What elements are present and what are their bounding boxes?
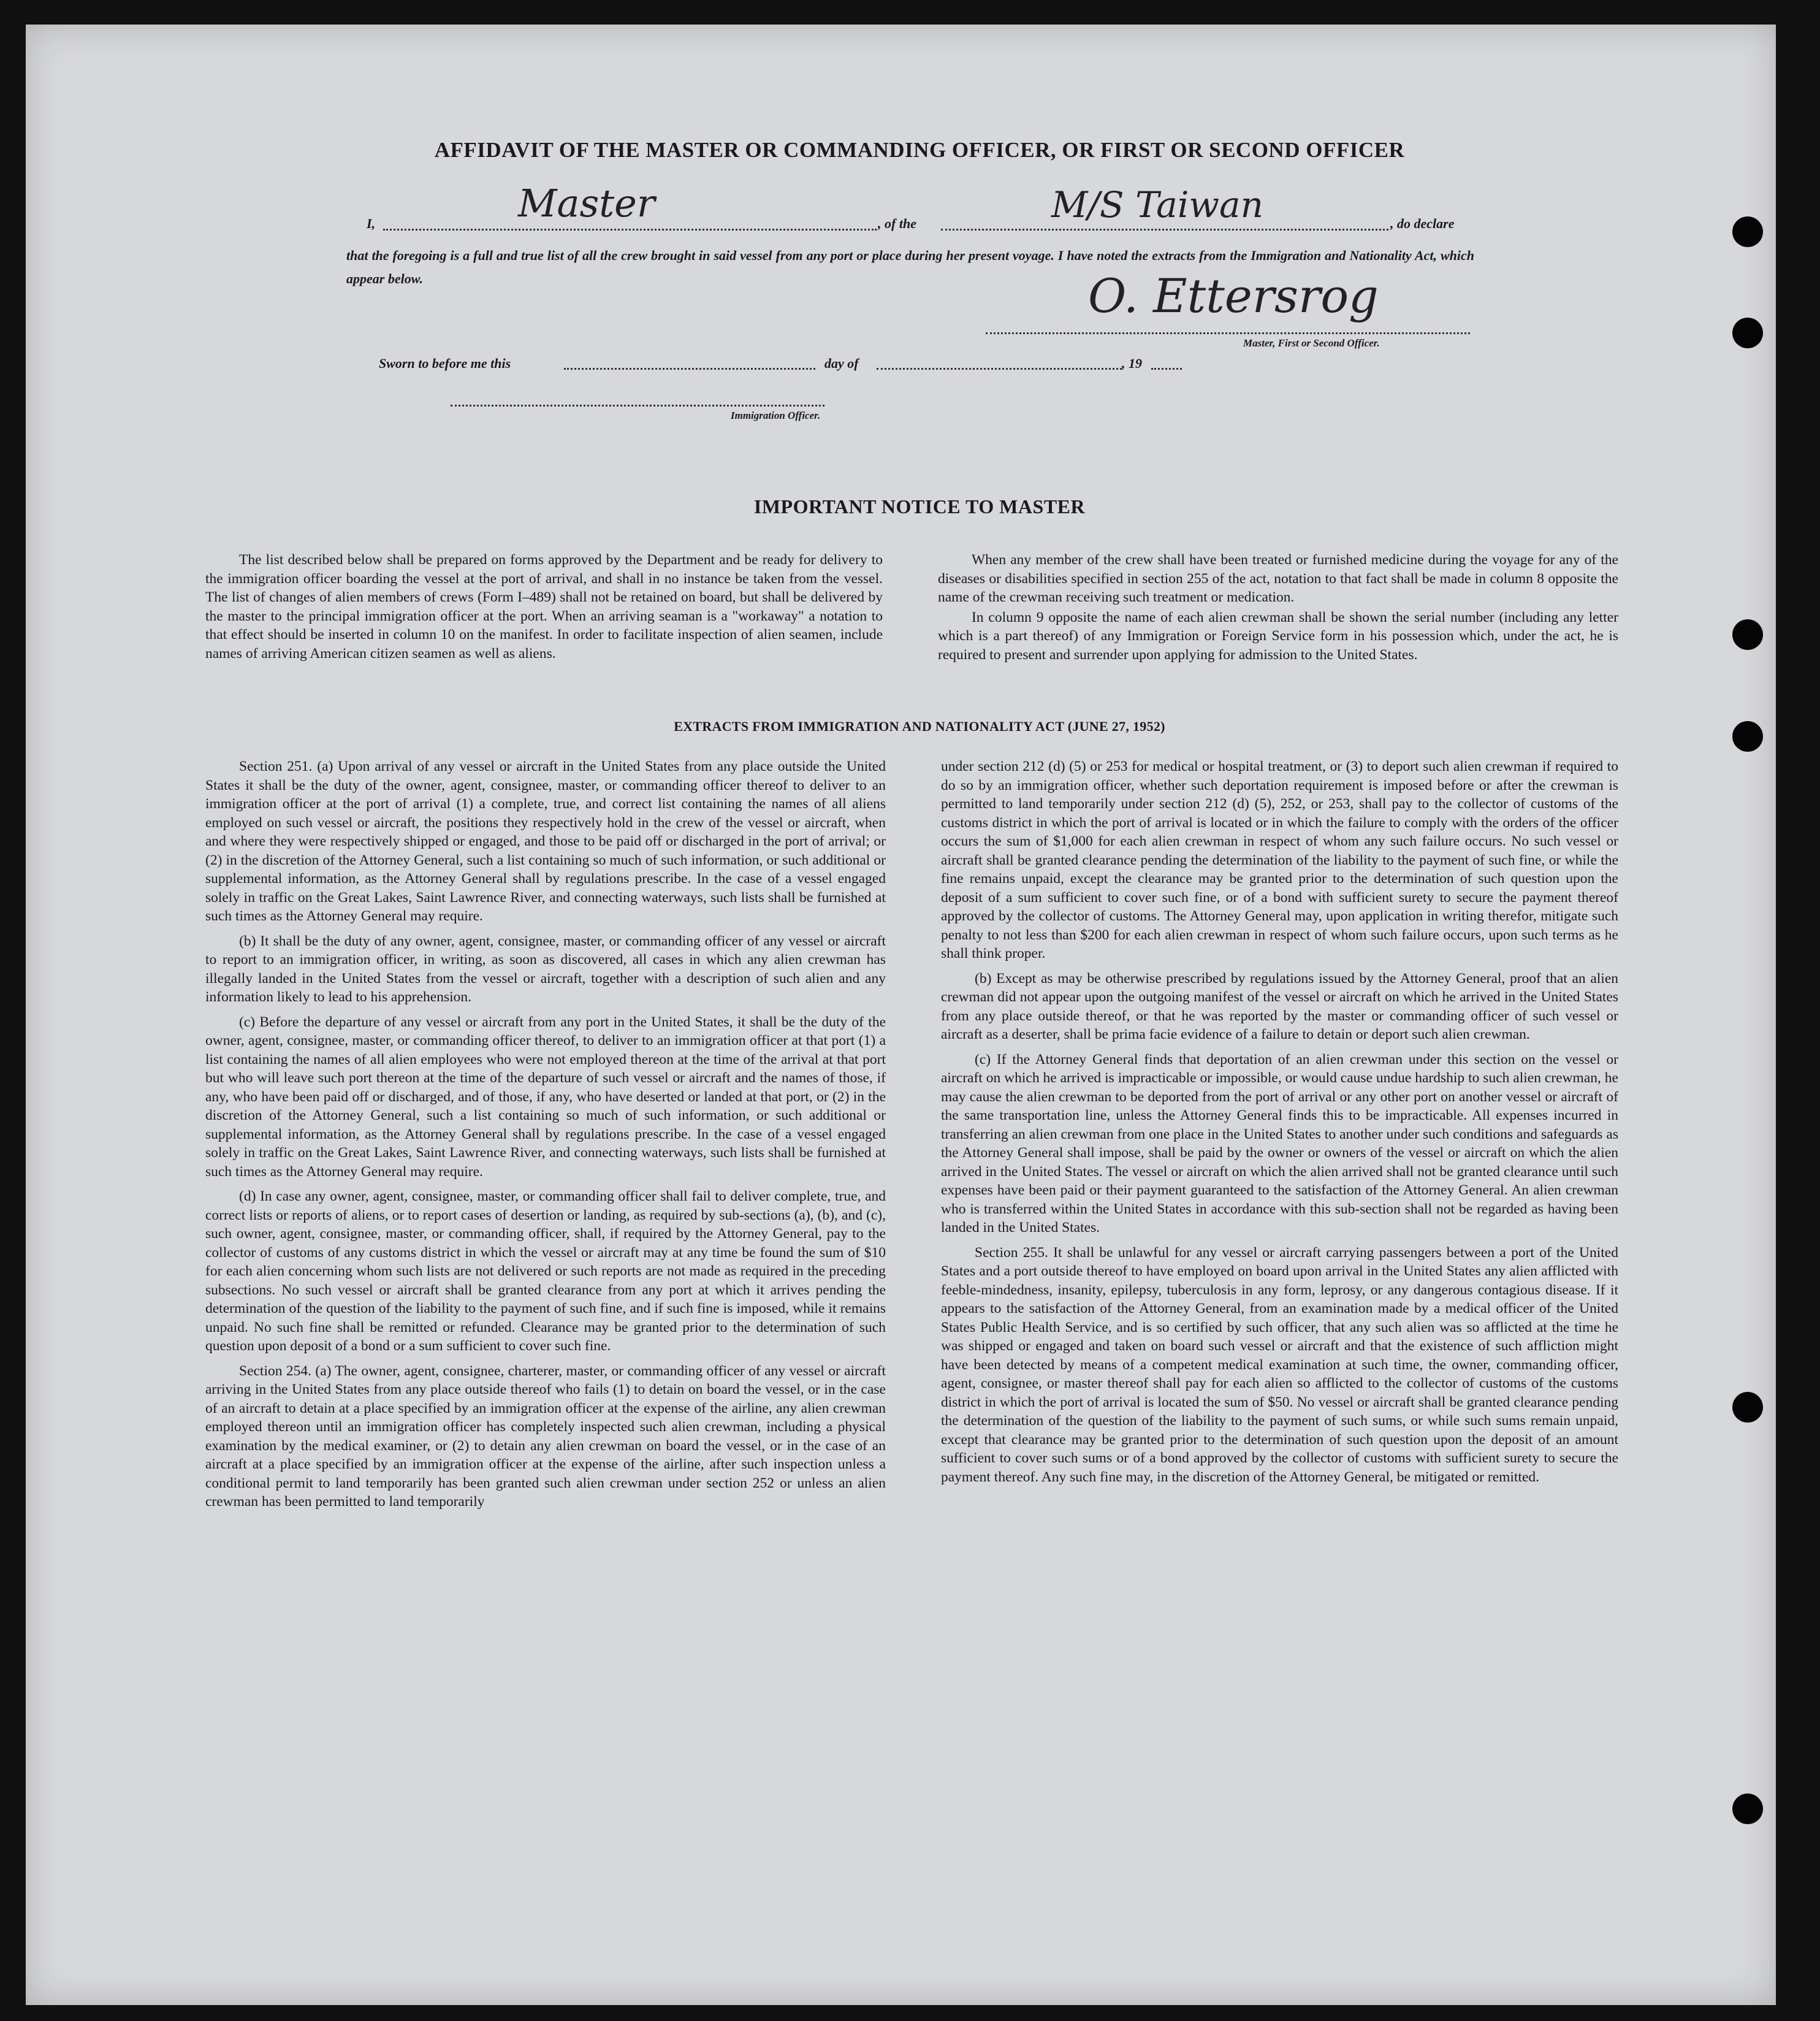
i-label: I, <box>367 216 376 231</box>
section-251b-paragraph: (b) It shall be the duty of any owner, agent, consignee, master, or commanding officer of any vessel or aircraft to report to an immigration officer, in writing, as soon as discovered, all cases in which any alien crewman has illegally landed in the United States from the vessel or aircraft, together with a description of such alien and any information likely to lead to his apprehension. <box>205 933 886 1005</box>
vessel-line <box>941 229 1388 231</box>
extracts-title: EXTRACTS FROM IMMIGRATION AND NATIONALITY ACT (JUNE 27, 1952) <box>674 719 1165 734</box>
master-handwritten: Master <box>518 181 655 226</box>
sworn-label: Sworn to before me this <box>379 356 511 371</box>
punch-hole <box>1732 216 1763 247</box>
declaration-text: that the foregoing is a full and true list of all the crew brought in said vessel from any port or place during her present voyage. I have noted the extracts from the Immigration and Nationality Act, which appear below. <box>346 248 1474 286</box>
extracts-left-column <box>205 757 886 1518</box>
section-255-paragraph: Section 255. It shall be unlawful for any vessel or aircraft carrying passengers between a port of the United States and a port outside thereof to have employed on board upon arrival in the United States any alien afflicted with feeble-mindedness, insanity, epilepsy, tuberculosis in any form, leprosy, or any dangerous contagious disease. If it appears to the satisfaction of the Attorney General, from an examination made by a medical officer of the United States Public Health Service, and is so certified by such officer, that any such alien was so afflicted at the time he was shipped or engaged and taken on board such vessel or aircraft and that the existence of such affliction might have been detected by means of a competent medical examination at such time, the owner, commanding officer, agent, consignee, or master thereof shall pay for each alien so afflicted to the collector of customs of the customs district in which the port of arrival is located the sum of $50. No vessel or aircraft shall be granted clearance pending the determination of the question of the liability to the payment of such sums, or while such sums remain unpaid, except that clearance may be granted prior to the determination of such question upon the deposit of an amount sufficient to cover such sums or of a bond approved by the collector of customs with sufficient surety to secure the payment thereof. Any such fine may, in the discretion of the Attorney General, be mitigated or remitted. <box>941 1244 1618 1485</box>
punch-hole <box>1732 1392 1763 1423</box>
officer-caption: Immigration Officer. <box>731 410 821 421</box>
punch-hole <box>1732 619 1763 650</box>
affidavit-title: AFFIDAVIT OF THE MASTER OR COMMANDING OFFICER, OR FIRST OR SECOND OFFICER <box>434 138 1405 162</box>
of-the-label: , of the <box>878 216 916 231</box>
name-line <box>383 229 877 231</box>
section-254a-paragraph: Section 254. (a) The owner, agent, consignee, charterer, master, or commanding officer of any vessel or aircraft arriving in the United States from any place outside thereof who fails (1) to detain on board the vessel, or in the case of an aircraft to detain at a place specified by an immigration officer at the expense of the airline, any alien crewman employed thereon until an immigration officer has completely inspected such alien crewman, including a physical examination by the medical examiner, or (2) to detain any alien crewman on board the vessel, or in the case of an aircraft at a place specified by an immigration officer at the expense of the airline, after such inspection unless a conditional permit to land temporarily has been granted such alien crewman under section 252 or unless an alien crewman has been permitted to land temporarily <box>205 1362 886 1510</box>
signature-caption: Master, First or Second Officer. <box>1243 337 1380 349</box>
notice-title: IMPORTANT NOTICE TO MASTER <box>753 495 1086 518</box>
punch-hole <box>1732 1794 1763 1824</box>
punch-hole <box>1732 318 1763 348</box>
section-251c-paragraph: (c) Before the departure of any vessel or aircraft from any port in the United States, it shall be the duty of the owner, agent, consignee, master, or commanding officer thereof, to deliver to an immigration officer at that port (1) a list containing the names of all alien employees who were not employed thereon at the time of the arrival at that port but who will leave such port thereon at the time of the departure of such vessel or aircraft and the names of those, if any, who have been paid off or discharged, and of those, if any, who have deserted or landed at that port, or (2) in the discretion of the Attorney General, such a list containing so much of such information, or such additional or supplemental information, as the Attorney General shall by regulations prescribe. In the case of a vessel engaged solely in traffic on the Great Lakes, Saint Lawrence River, and connecting waterways, such lists shall be furnished at such times as the Attorney General may require. <box>205 1014 886 1180</box>
sworn-month-line <box>877 368 1122 370</box>
vessel-handwritten: M/S Taiwan <box>1051 184 1263 226</box>
extracts-right-column <box>941 757 1618 1492</box>
do-declare-label: , do declare <box>1390 216 1455 231</box>
signature-handwritten: O. Ettersrog <box>1088 269 1379 323</box>
officer-line <box>451 405 824 407</box>
section-251a-paragraph: Section 251. (a) Upon arrival of any vessel or aircraft in the United States from any place outside the United States it shall be the duty of the owner, agent, consignee, master, or commanding officer thereof to deliver to an immigration officer at the port of arrival (1) a complete, true, and correct list containing the names of all aliens employed on such vessel or aircraft, the positions they respectively hold in the crew of the vessel or aircraft, when and where they were respectively shipped or engaged, and those to be paid off or discharged in the port of arrival; or (2) in the discretion of the Attorney General, such a list containing so much of such information, or such additional or supplemental information, as the Attorney General shall by regulations prescribe. In the case of a vessel engaged solely in traffic on the Great Lakes, Saint Lawrence River, and connecting waterways, such lists shall be furnished at such times as the Attorney General may require. <box>205 758 886 924</box>
notice-paragraph: The list described below shall be prepared on forms approved by the Department and be ready for delivery to the immigration officer boarding the vessel at the port of arrival, and shall in no instance be taken from the vessel. The list of changes of alien members of crews (Form I–489) shall not be retained on board, but shall be delivered by the master to the principal immigration officer at the port. When an arriving seaman is a "workaway" a notation to that effect should be inserted in column 10 on the manifest. In order to facilitate inspection of alien seamen, include names of arriving American citizen seamen as well as aliens. <box>205 552 883 662</box>
notice-paragraph: When any member of the crew shall have been treated or furnished medicine during the voyage for any of the diseases or disabilities specified in section 255 of the act, notation to that fact shall be made in column 8 opposite the name of the crewman receiving such treatment or medication. <box>938 552 1618 605</box>
section-254c-paragraph: (c) If the Attorney General finds that deportation of an alien crewman under this section on the vessel or aircraft on which he arrived is impracticable or impossible, or would cause undue hardship to such alien crewman, he may cause the alien crewman to be deported from the port of arrival or any other port on another vessel or aircraft of the same transportation line, unless the Attorney General finds this to be impracticable. All expenses incurred in transferring an alien crewman from one place in the United States to another under such conditions and safeguards as the Attorney General shall impose, shall be paid by the owner or owners of the vessel or aircraft on which the alien arrived in the United States. The vessel or aircraft on which the alien arrived shall not be granted clearance until such expenses have been paid or their payment guaranteed to the satisfaction of the Attorney General. An alien crewman who is transferred within the United States in accordance with this sub-section shall not be regarded as having been landed in the United States. <box>941 1051 1618 1236</box>
punch-hole <box>1732 721 1763 752</box>
notice-right-column <box>938 551 1618 665</box>
section-254a-continued-paragraph: under section 212 (d) (5) or 253 for medical or hospital treatment, or (3) to deport such alien crewman if required to do so by an immigration officer, whether such deportation requirement is imposed before or after the crewman is permitted to land temporarily under section 212 (d) (5), 252, or 253, shall pay to the collector of customs of the customs district in which the port of arrival is located or in which the failure to comply with the orders of the officer occurs the sum of $1,000 for each alien crewman in respect of whom any such failure occurs. No such vessel or aircraft shall be granted clearance pending the determination of the liability to the payment of such fine, or while the fine remains unpaid, except the clearance may be granted prior to the determination of such question upon the deposit of a sum sufficient to cover such fine, or of a bond with sufficient surety to secure the payment thereof approved by the collector of customs. The Attorney General may, upon application in writing therefor, mitigate such penalty to not less than $200 for each alien crewman in respect of whom such failure occurs, upon such terms as he shall think proper. <box>941 758 1618 961</box>
year-line <box>1151 368 1182 370</box>
section-254b-paragraph: (b) Except as may be otherwise prescribed by regulations issued by the Attorney General, proof that an alien crewman did not appear upon the outgoing manifest of the vessel or aircraft on which he arrived in the United States from any place outside thereof, or that he was reported by the master or commanding officer of such vessel or aircraft as a deserter, shall be prima facie evidence of a failure to detain or deport such alien crewman. <box>941 970 1618 1042</box>
notice-left-column <box>205 551 883 664</box>
notice-paragraph: In column 9 opposite the name of each alien crewman shall be shown the serial number (including any letter which is a part thereof) of any Immigration or Foreign Service form in his possession which, under the act, he is required to present and surrender upon applying for admission to the United States. <box>938 609 1618 663</box>
day-of-label: day of <box>824 356 859 371</box>
section-251d-paragraph: (d) In case any owner, agent, consignee, master, or commanding officer shall fail to deliver complete, true, and correct lists or reports of aliens, or to report cases of desertion or landing, as required by sub-sections (a), (b), and (c), such owner, agent, consignee, master, or commanding officer, shall, if required by the Attorney General, pay to the collector of customs of any customs district in which the vessel or aircraft may at any time be found the sum of $10 for each alien concerning whom such lists are not delivered or such reports are not made as required in the preceding subsections. No such vessel or aircraft shall be granted clearance from any port at which it arrives pending the determination of the question of the liability to the payment of such fine, and if such fine is imposed, while it remains unpaid. No such fine shall be remitted or refunded. Clearance may be granted prior to the determination of such question upon deposit of a bond or a sum sufficient to cover such fine. <box>205 1188 886 1354</box>
sworn-day-line <box>564 368 815 370</box>
year-label: , 19 <box>1122 356 1142 371</box>
signature-line <box>986 332 1470 334</box>
